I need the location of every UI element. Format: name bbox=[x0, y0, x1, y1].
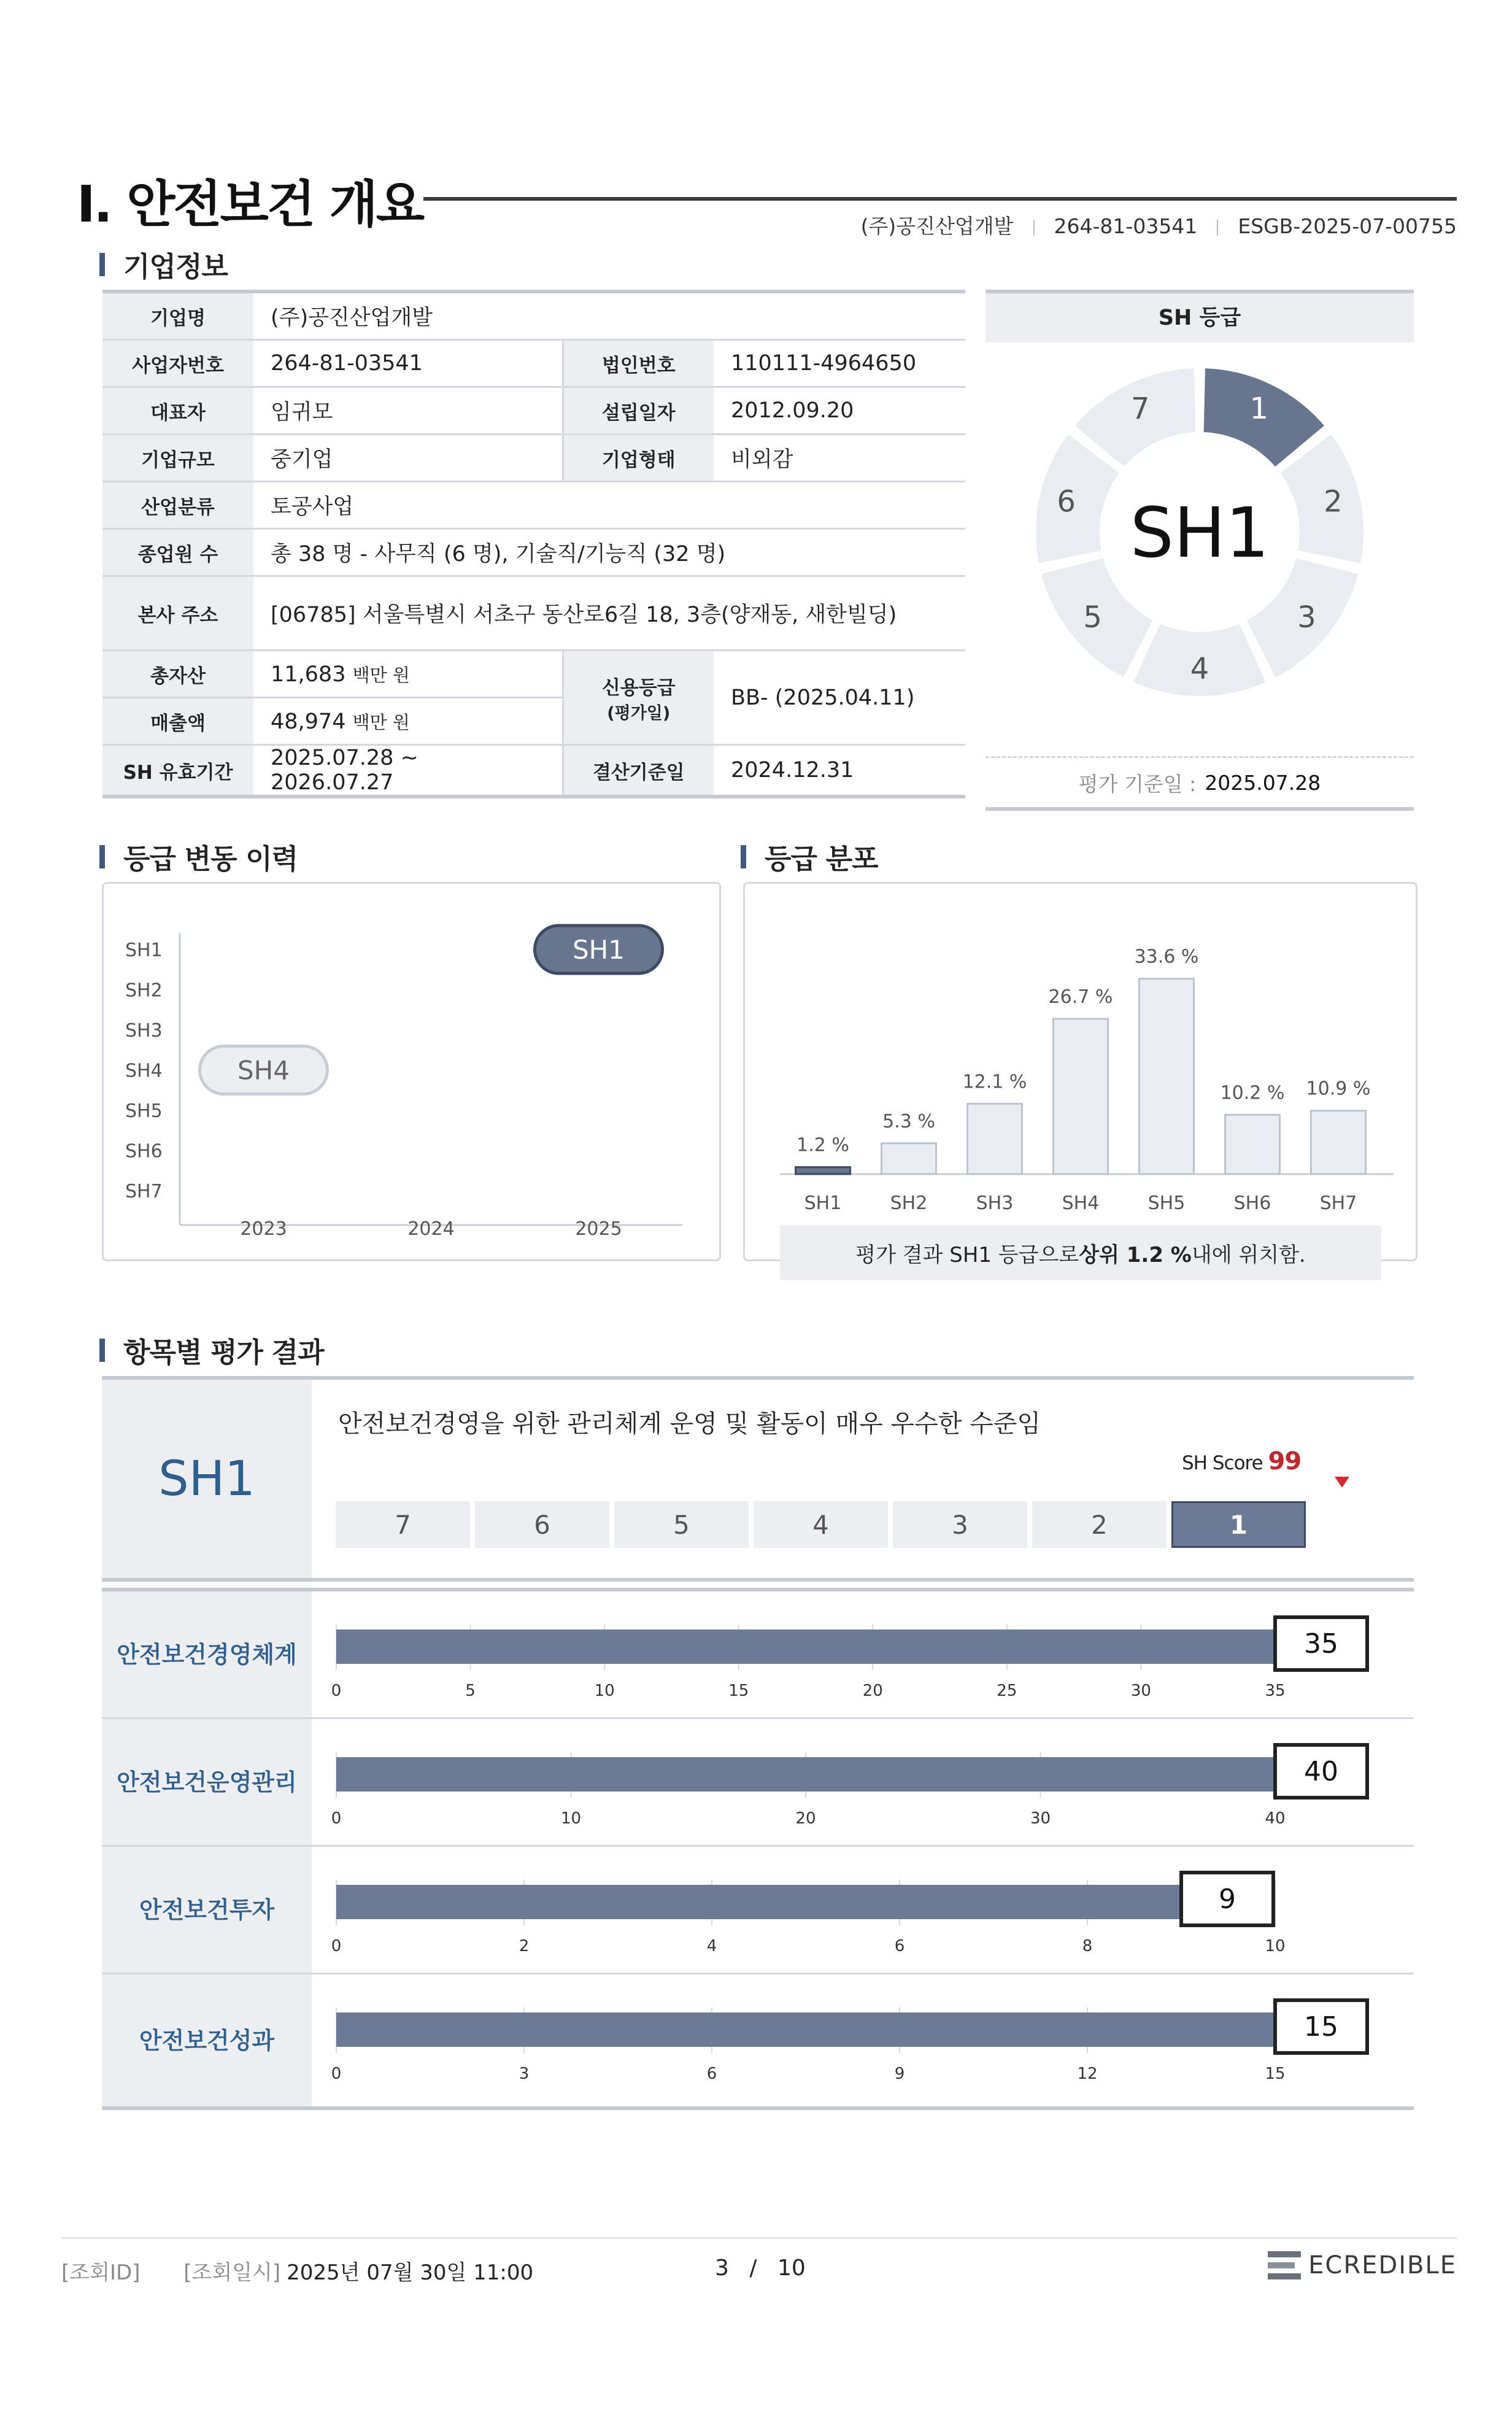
donut-segment-label: 4 bbox=[1190, 652, 1209, 686]
cell-value bbox=[253, 698, 563, 745]
x-tick-label: 30 bbox=[1030, 1809, 1051, 1828]
cell-value: 임귀모 bbox=[253, 387, 563, 435]
cell-label: 매출액 bbox=[102, 698, 253, 745]
credit-sub-label: (평가일) bbox=[607, 703, 671, 723]
item-label bbox=[102, 1719, 312, 1845]
sh-grade-box bbox=[986, 290, 1414, 809]
cell-value: [06785] 서울특별시 서초구 동산로6길 18, 3층(양재동, 새한빌딩) bbox=[253, 576, 965, 651]
item-value-label: 15 bbox=[1304, 2011, 1338, 2043]
page-current: 3 bbox=[715, 2256, 729, 2281]
x-tick-label: SH6 bbox=[1233, 1193, 1271, 1214]
scale-cell-2: 2 bbox=[1032, 1501, 1167, 1548]
y-tick-label: SH7 bbox=[125, 1181, 163, 1202]
revenue-value: 48,974 bbox=[271, 709, 346, 734]
cell-label: 기업규모 bbox=[102, 435, 253, 482]
footer-logo bbox=[1268, 2251, 1457, 2279]
scale-cell-4: 4 bbox=[754, 1501, 888, 1548]
bar-value-label: 10.2 % bbox=[1220, 1082, 1285, 1104]
footer-time-value: 2025년 07월 30일 11:00 bbox=[287, 2260, 534, 2285]
page-separator: / bbox=[749, 2256, 757, 2281]
donut-segment-label: 2 bbox=[1324, 484, 1343, 519]
footer-logo-text: ECREDIBLE bbox=[1308, 2251, 1457, 2279]
grade-scale bbox=[336, 1501, 1306, 1548]
cell-label: 사업자번호 bbox=[102, 340, 253, 387]
footer-id-label: [조회ID] bbox=[61, 2260, 141, 2285]
donut-center-grade: SH1 bbox=[1130, 493, 1270, 573]
distribution-bar bbox=[882, 1143, 936, 1174]
x-tick-label: 30 bbox=[1130, 1682, 1151, 1700]
cell-value: 2012.09.20 bbox=[714, 387, 965, 435]
grade-point-label: SH1 bbox=[573, 935, 625, 965]
item-label bbox=[102, 1847, 312, 1973]
item-bar bbox=[336, 1885, 1181, 1919]
cell-label: 종업원 수 bbox=[102, 529, 253, 576]
x-tick-label: 10 bbox=[560, 1809, 582, 1828]
x-tick-label: 10 bbox=[1265, 1937, 1286, 1955]
credit-label: 신용등급 bbox=[601, 676, 676, 699]
cell-label-credit bbox=[563, 651, 714, 745]
cell-label: 대표자 bbox=[102, 387, 253, 435]
cell-value: 2024.12.31 bbox=[714, 745, 965, 797]
y-tick-label: SH5 bbox=[125, 1100, 163, 1122]
company-info-table bbox=[102, 290, 965, 798]
table-row bbox=[102, 482, 965, 529]
table-row bbox=[102, 340, 965, 387]
bar-value-label: 5.3 % bbox=[882, 1110, 935, 1132]
grade-donut bbox=[986, 351, 1414, 744]
scale-cell-5: 5 bbox=[614, 1501, 749, 1548]
bar-value-label: 1.2 % bbox=[796, 1134, 849, 1156]
x-tick-label: 0 bbox=[331, 1809, 342, 1828]
title-rule bbox=[423, 197, 1457, 201]
cell-value: 총 38 명 - 사무직 (6 명), 기술직/기능직 (32 명) bbox=[253, 529, 965, 576]
header-report-no: ESGB-2025-07-00755 bbox=[1238, 214, 1457, 238]
grade-date-value: 2025.07.28 bbox=[1205, 770, 1321, 795]
grade-distribution-card bbox=[743, 882, 1418, 1267]
y-tick-label: SH6 bbox=[125, 1140, 163, 1162]
score-marker-icon bbox=[1335, 1477, 1349, 1488]
note-post: 내에 위치함. bbox=[1191, 1242, 1306, 1267]
item-row bbox=[102, 1588, 1414, 1719]
unit: 백만 원 bbox=[352, 711, 410, 733]
item-label bbox=[102, 1591, 312, 1717]
bar-value-label: 33.6 % bbox=[1134, 946, 1199, 968]
cell-value: (주)공진산업개발 bbox=[253, 292, 965, 340]
evaluation-description: 안전보건경영을 위한 관리체계 운영 및 활동이 매우 우수한 수준임 bbox=[338, 1410, 1041, 1438]
x-tick-label: 8 bbox=[1082, 1937, 1093, 1955]
cell-label: 총자산 bbox=[102, 651, 253, 698]
item-label-line: 안전보건 bbox=[117, 1641, 207, 1668]
header-biz-no: 264-81-03541 bbox=[1054, 214, 1198, 238]
scale-cell-3: 3 bbox=[893, 1501, 1027, 1548]
cell-label: 산업분류 bbox=[102, 482, 253, 529]
x-tick-label: 20 bbox=[862, 1682, 883, 1700]
x-tick-label: 6 bbox=[706, 2065, 717, 2083]
x-tick-label: 5 bbox=[465, 1682, 476, 1700]
x-tick-label: SH5 bbox=[1148, 1193, 1186, 1214]
item-results bbox=[102, 1588, 1414, 2110]
note-pre: 평가 결과 SH1 등급으로 bbox=[855, 1242, 1079, 1267]
item-label-line: 안전보건 bbox=[139, 1896, 230, 1923]
ecredible-logo-icon bbox=[1268, 2251, 1301, 2279]
cell-label: 법인번호 bbox=[563, 340, 714, 387]
item-label-line: 경영체계 bbox=[207, 1641, 297, 1668]
x-tick-label: 0 bbox=[331, 2065, 342, 2083]
cell-value: 110111-4964650 bbox=[714, 340, 965, 387]
x-tick-label: 4 bbox=[706, 1937, 717, 1955]
cell-label: 설립일자 bbox=[563, 387, 714, 435]
item-bar bbox=[336, 2012, 1275, 2047]
note-bold: 상위 1.2 % bbox=[1079, 1242, 1192, 1267]
distribution-bar bbox=[1054, 1019, 1108, 1174]
unit: 백만 원 bbox=[352, 664, 410, 686]
item-label-line: 투자 bbox=[229, 1896, 275, 1923]
cell-label: 결산기준일 bbox=[563, 745, 714, 797]
grade-point-label: SH4 bbox=[237, 1055, 290, 1086]
sh-score-label: SH Score bbox=[1182, 1452, 1263, 1474]
grade-distribution-chart bbox=[745, 884, 1416, 1259]
table-row bbox=[102, 651, 965, 698]
x-tick-label: SH1 bbox=[804, 1193, 842, 1214]
scale-cell-7: 7 bbox=[336, 1501, 470, 1548]
scale-cell-1: 1 bbox=[1171, 1501, 1306, 1548]
grade-date-label: 평가 기준일 : bbox=[1078, 771, 1197, 796]
item-bar-chart bbox=[312, 1847, 1414, 1973]
x-tick-label: 2025 bbox=[575, 1218, 622, 1240]
cell-value: 비외감 bbox=[714, 435, 965, 482]
y-tick-label: SH3 bbox=[125, 1020, 163, 1042]
x-tick-label: 15 bbox=[1265, 2065, 1286, 2083]
x-tick-label: 12 bbox=[1077, 2065, 1098, 2083]
section-title-distribution: 등급 분포 bbox=[741, 837, 878, 876]
item-row bbox=[102, 1847, 1414, 1974]
x-tick-label: 3 bbox=[519, 2065, 530, 2083]
section-title-company: 기업정보 bbox=[99, 244, 228, 284]
bar-value-label: 26.7 % bbox=[1048, 986, 1113, 1008]
grade-date bbox=[986, 756, 1414, 811]
table-row bbox=[102, 576, 965, 651]
x-tick-label: 2023 bbox=[240, 1218, 287, 1240]
donut-segment-label: 7 bbox=[1130, 392, 1150, 427]
divider bbox=[1217, 220, 1218, 236]
section-title-history: 등급 변동 이력 bbox=[99, 837, 298, 876]
credit-value: BB- (2025.04.11) bbox=[714, 651, 965, 745]
donut-segment-label: 5 bbox=[1083, 600, 1102, 635]
item-value-label: 35 bbox=[1304, 1628, 1338, 1660]
footer-meta bbox=[61, 2256, 533, 2286]
sh-score bbox=[1182, 1447, 1301, 1475]
x-tick-label: 20 bbox=[795, 1809, 816, 1828]
table-row bbox=[102, 435, 965, 482]
x-tick-label: SH4 bbox=[1062, 1193, 1100, 1214]
item-label-line: 운영관리 bbox=[207, 1768, 297, 1796]
x-tick-label: 25 bbox=[997, 1682, 1017, 1700]
y-tick-label: SH4 bbox=[125, 1060, 163, 1082]
table-row bbox=[102, 387, 965, 435]
table-row bbox=[102, 745, 965, 797]
distribution-bar bbox=[1140, 979, 1194, 1174]
sh-score-value: 99 bbox=[1268, 1447, 1302, 1475]
distribution-bar bbox=[968, 1104, 1022, 1174]
page-title: Ⅰ. 안전보건 개요 bbox=[77, 176, 423, 234]
table-row bbox=[102, 292, 965, 340]
item-label-line: 안전보건 bbox=[139, 2027, 230, 2054]
cell-value: 중기업 bbox=[253, 435, 563, 482]
total-assets-value: 11,683 bbox=[271, 662, 346, 687]
divider bbox=[1033, 220, 1035, 236]
item-bar-chart bbox=[312, 1974, 1414, 2106]
section-title-evaluation: 항목별 평가 결과 bbox=[99, 1330, 324, 1370]
x-tick-label: SH2 bbox=[890, 1193, 928, 1214]
sh-grade-title: SH 등급 bbox=[986, 290, 1414, 342]
y-tick-label: SH2 bbox=[125, 980, 163, 1002]
x-tick-label: 10 bbox=[594, 1682, 615, 1700]
page-total: 10 bbox=[777, 2256, 806, 2281]
donut-segment-label: 3 bbox=[1297, 600, 1316, 635]
item-value-label: 9 bbox=[1219, 1884, 1236, 1915]
x-tick-label: 35 bbox=[1265, 1682, 1286, 1700]
grade-history-chart bbox=[104, 884, 719, 1259]
item-label-line: 성과 bbox=[229, 2027, 275, 2054]
header-company: (주)공진산업개발 bbox=[860, 214, 1014, 238]
item-bar bbox=[336, 1629, 1275, 1664]
donut-segment-label: 1 bbox=[1249, 392, 1269, 427]
x-tick-label: SH3 bbox=[976, 1193, 1014, 1214]
cell-value: 264-81-03541 bbox=[253, 340, 563, 387]
x-tick-label: 0 bbox=[331, 1937, 342, 1955]
distribution-note bbox=[780, 1225, 1381, 1280]
distribution-bar bbox=[796, 1167, 850, 1174]
cell-label: 기업명 bbox=[102, 292, 253, 340]
bar-value-label: 12.1 % bbox=[962, 1071, 1027, 1093]
y-tick-label: SH1 bbox=[125, 940, 163, 961]
distribution-bar bbox=[1311, 1111, 1366, 1174]
item-label bbox=[102, 1974, 312, 2106]
cell-value: 2025.07.28 ~ 2026.07.27 bbox=[253, 745, 563, 797]
footer-rule bbox=[61, 2237, 1457, 2239]
x-tick-label: 40 bbox=[1265, 1809, 1286, 1828]
item-row bbox=[102, 1719, 1414, 1847]
x-tick-label: 2024 bbox=[407, 1218, 455, 1240]
item-bar-chart bbox=[312, 1719, 1414, 1845]
x-tick-label: SH7 bbox=[1319, 1193, 1357, 1214]
scale-cell-6: 6 bbox=[475, 1501, 609, 1548]
footer-page-number bbox=[715, 2256, 806, 2281]
cell-label: 기업형태 bbox=[563, 435, 714, 482]
distribution-bar bbox=[1225, 1115, 1280, 1174]
x-tick-label: 0 bbox=[331, 1682, 342, 1700]
cell-value bbox=[253, 651, 563, 698]
cell-label: SH 유효기간 bbox=[102, 745, 253, 797]
bar-value-label: 10.9 % bbox=[1306, 1078, 1371, 1100]
cell-value: 토공사업 bbox=[253, 482, 965, 529]
item-bar bbox=[336, 1757, 1275, 1792]
donut-segment-label: 6 bbox=[1057, 484, 1076, 519]
evaluation-summary bbox=[102, 1376, 1414, 1582]
footer-time-label: [조회일시] bbox=[183, 2260, 281, 2285]
x-tick-label: 6 bbox=[894, 1937, 905, 1955]
grade-history-card bbox=[102, 882, 721, 1261]
item-row bbox=[102, 1974, 1414, 2110]
cell-label: 본사 주소 bbox=[102, 576, 253, 651]
item-label-line: 안전보건 bbox=[117, 1768, 207, 1796]
item-value-label: 40 bbox=[1304, 1756, 1338, 1787]
x-tick-label: 15 bbox=[728, 1682, 749, 1700]
x-tick-label: 2 bbox=[519, 1937, 530, 1955]
x-tick-label: 9 bbox=[894, 2065, 905, 2083]
item-bar-chart bbox=[312, 1591, 1414, 1717]
table-row bbox=[102, 529, 965, 576]
evaluation-grade: SH1 bbox=[102, 1380, 312, 1578]
header-meta bbox=[861, 211, 1457, 239]
